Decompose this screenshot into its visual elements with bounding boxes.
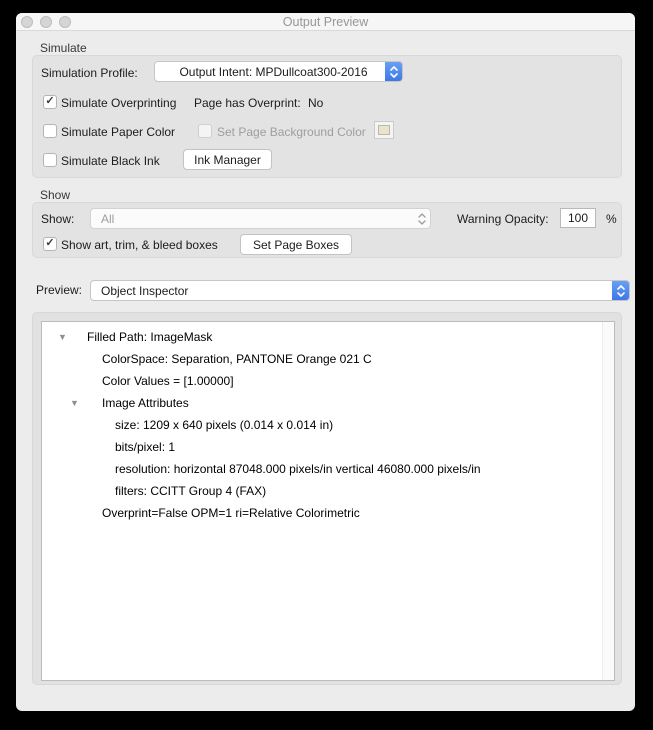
object-inspector-textview[interactable] (41, 321, 615, 681)
tree-row-text: size: 1209 x 640 pixels (0.014 x 0.014 in) (115, 418, 334, 432)
tree-row-text: Color Values = [1.00000] (102, 374, 234, 388)
set-page-background-color-label: Set Page Background Color (217, 125, 366, 139)
minimize-button[interactable] (40, 16, 52, 28)
tree-row[interactable] (42, 502, 602, 524)
tree-row-text: ColorSpace: Separation, PANTONE Orange 021 C (102, 352, 372, 366)
preview-dropdown-value: Object Inspector (101, 283, 189, 298)
output-preview-window (16, 13, 635, 711)
show-section-label: Show (40, 188, 71, 202)
tree-row-text: filters: CCITT Group 4 (FAX) (115, 484, 267, 498)
tree-row[interactable] (42, 480, 602, 502)
show-dropdown-value: All (101, 211, 115, 226)
show-dropdown (90, 208, 431, 229)
simulate-paper-color-label[interactable]: Simulate Paper Color (61, 125, 176, 139)
object-inspector-tree (42, 326, 602, 524)
checkmark-icon: ✓ (45, 95, 55, 107)
show-groupbox (32, 202, 622, 258)
tree-row[interactable] (42, 414, 602, 436)
window-title: Output Preview (282, 14, 369, 29)
percent-label: % (606, 212, 617, 226)
tree-row[interactable] (42, 436, 602, 458)
disclosure-triangle-icon[interactable]: ▼ (58, 332, 67, 342)
warning-opacity-field[interactable] (560, 208, 596, 228)
simulate-black-ink-checkbox[interactable] (43, 153, 57, 167)
simulate-groupbox (32, 55, 622, 178)
inspector-groupbox (32, 312, 622, 685)
color-swatch (378, 125, 390, 135)
tree-row-text: resolution: horizontal 87048.000 pixels/in vertical 46080.000 pixels/in (115, 462, 481, 476)
ink-manager-button[interactable]: Ink Manager (183, 149, 272, 170)
simulate-black-ink-label[interactable]: Simulate Black Ink (61, 154, 160, 168)
warning-opacity-value: 100 (567, 211, 589, 225)
warning-opacity-label: Warning Opacity: (457, 212, 549, 226)
vertical-scrollbar[interactable] (602, 322, 614, 680)
simulate-paper-color-checkbox[interactable] (43, 124, 57, 138)
show-boxes-checkbox[interactable] (43, 237, 57, 251)
tree-row-text: Filled Path: ImageMask (87, 330, 213, 344)
tree-row[interactable] (42, 392, 602, 414)
tree-row[interactable] (42, 458, 602, 480)
tree-row-text: Overprint=False OPM=1 ri=Relative Colorimetric (102, 506, 360, 520)
preview-dropdown[interactable] (90, 280, 630, 301)
disclosure-triangle-icon[interactable]: ▼ (70, 398, 79, 408)
stepper-chevrons-icon (612, 280, 630, 301)
tree-row[interactable] (42, 370, 602, 392)
show-label: Show: (41, 212, 75, 226)
set-page-background-color-checkbox (198, 124, 212, 138)
simulation-profile-label: Simulation Profile: (41, 66, 138, 80)
simulation-profile-value: Output Intent: MPDullcoat300-2016 (179, 64, 368, 79)
stepper-chevrons-icon (385, 61, 403, 82)
simulation-profile-dropdown[interactable] (154, 61, 403, 82)
zoom-button[interactable] (59, 16, 71, 28)
checkmark-icon: ✓ (45, 237, 55, 249)
simulate-section-label: Simulate (40, 41, 87, 55)
traffic-lights (21, 16, 71, 28)
tree-row-text: bits/pixel: 1 (115, 440, 176, 454)
close-button[interactable] (21, 16, 33, 28)
tree-row[interactable] (42, 326, 602, 348)
preview-label: Preview: (36, 283, 83, 297)
page-has-overprint-label: Page has Overprint: (194, 96, 301, 110)
stepper-chevrons-icon (413, 208, 431, 229)
show-boxes-label[interactable]: Show art, trim, & bleed boxes (61, 238, 218, 252)
titlebar[interactable] (16, 13, 635, 31)
tree-row-text: Image Attributes (102, 396, 189, 410)
set-page-boxes-button[interactable]: Set Page Boxes (240, 234, 352, 255)
simulate-overprinting-label[interactable]: Simulate Overprinting (61, 96, 177, 110)
page-has-overprint-value: No (308, 96, 324, 110)
simulate-overprinting-checkbox[interactable] (43, 95, 57, 109)
page-background-color-well[interactable] (374, 121, 394, 139)
tree-row[interactable] (42, 348, 602, 370)
